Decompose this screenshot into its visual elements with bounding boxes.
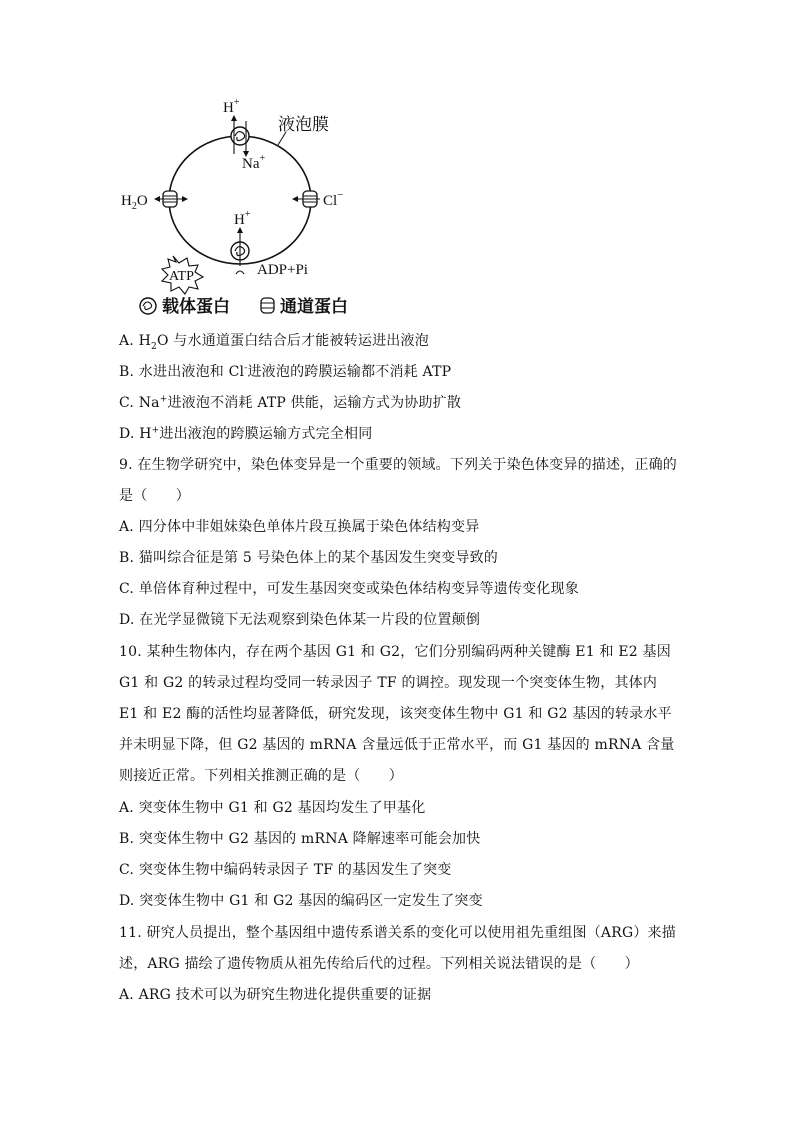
q10-stem-line-2: G1 和 G2 的转录过程均受同一转录因子 TF 的调控。现发现一个突变体生物，其体内 bbox=[119, 675, 658, 691]
q10-stem-line-4: 并未明显下降，但 G2 基因的 mRNA 含量远低于正常水平，而 G1 基因的 mRNA 含量 bbox=[119, 737, 675, 753]
q8-option-b: B. 水进出液泡和 Cl-进液泡的跨膜运输都不消耗 ATP bbox=[119, 363, 452, 380]
q11-stem-line-2: 述，ARG 描绘了遗传物质从祖先传给后代的过程。下列相关说法错误的是（ ） bbox=[119, 956, 639, 972]
top-carrier-protein bbox=[231, 115, 249, 157]
legend-carrier-label: 载体蛋白 bbox=[162, 297, 230, 316]
left-channel-protein bbox=[154, 191, 188, 207]
vacuole-membrane-diagram bbox=[110, 88, 370, 318]
right-channel-protein bbox=[292, 191, 320, 207]
h-ion-bottom: H+ bbox=[234, 209, 251, 228]
bottom-carrier-protein bbox=[231, 227, 249, 274]
q10-stem-line-1: 10. 某种生物体内，存在两个基因 G1 和 G2，它们分别编码两种关键酶 E1 和 E2 基因 bbox=[119, 644, 671, 660]
q10-option-d: D. 突变体生物中 G1 和 G2 基因的编码区一定发生了突变 bbox=[119, 893, 483, 909]
adp-label: ADP+Pi bbox=[257, 262, 308, 278]
h-ion-top: H+ bbox=[223, 97, 240, 116]
q9-stem-line-2: 是（ ） bbox=[119, 488, 190, 504]
q9-option-b: B. 猫叫综合征是第 5 号染色体上的某个基因发生突变导致的 bbox=[119, 550, 498, 566]
cl-ion: Cl− bbox=[323, 189, 344, 209]
membrane-label: 液泡膜 bbox=[278, 115, 329, 134]
q10-option-c: C. 突变体生物中编码转录因子 TF 的基因发生了突变 bbox=[119, 862, 452, 878]
legend-channel-label: 通道蛋白 bbox=[280, 297, 348, 316]
h2o-label: $H_2O$ bbox=[121, 193, 148, 212]
q8-option-a: A. $H_2O$ 与水通道蛋白结合后才能被转运进出液泡 bbox=[119, 333, 429, 352]
q10-stem-line-5: 则接近正常。下列相关推测正确的是（ ） bbox=[119, 768, 403, 784]
q9-option-c: C. 单倍体育种过程中，可发生基因突变或染色体结构变异等遗传变化现象 bbox=[119, 581, 579, 597]
q11-stem-line-1: 11. 研究人员提出，整个基因组中遗传系谱关系的变化可以使用祖先重组图（ARG）来描 bbox=[119, 925, 676, 941]
q11-option-a: A. ARG 技术可以为研究生物进化提供重要的证据 bbox=[119, 987, 432, 1003]
q9-stem-line-1: 9. 在生物学研究中，染色体变异是一个重要的领域。下列关于染色体变异的描述，正确的 bbox=[119, 457, 678, 473]
q10-option-a: A. 突变体生物中 G1 和 G2 基因均发生了甲基化 bbox=[119, 800, 426, 816]
q10-option-b: B. 突变体生物中 G2 基因的 mRNA 降解速率可能会加快 bbox=[119, 831, 481, 847]
q8-option-d: D. H+进出液泡的跨膜运输方式完全相同 bbox=[119, 425, 373, 442]
q9-option-a: A. 四分体中非姐妹染色单体片段互换属于染色体结构变异 bbox=[119, 519, 480, 535]
q10-stem-line-3: E1 和 E2 酶的活性均显著降低，研究发现，该突变体生物中 G1 和 G2 基因的转录水平 bbox=[119, 706, 672, 722]
na-ion: Na+ bbox=[242, 153, 266, 172]
atp-label: ATP bbox=[169, 269, 194, 284]
legend-channel-icon bbox=[261, 298, 274, 313]
q8-option-c: C. Na+进液泡不消耗 ATP 供能，运输方式为协助扩散 bbox=[119, 394, 462, 411]
legend-carrier-icon bbox=[140, 298, 156, 314]
q9-option-d: D. 在光学显微镜下无法观察到染色体某一片段的位置颠倒 bbox=[119, 612, 481, 628]
